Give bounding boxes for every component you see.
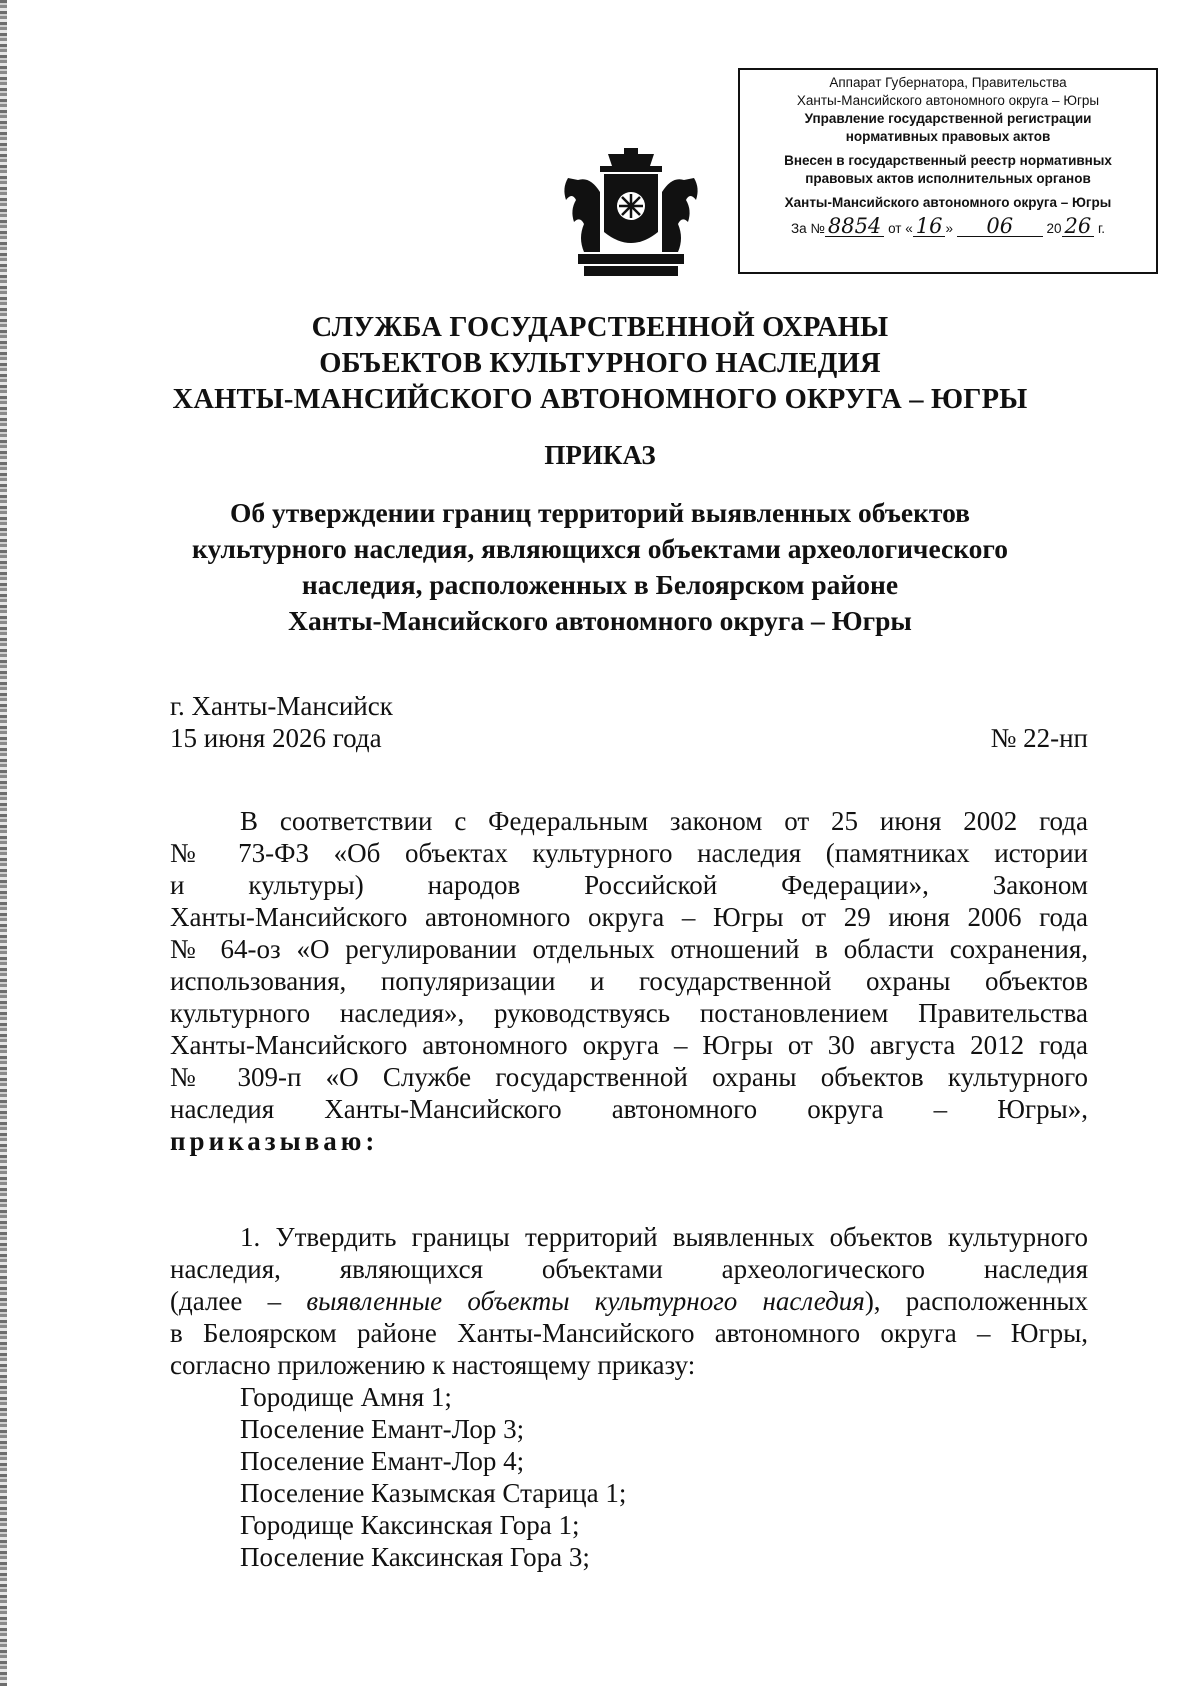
preamble-line: № 309-п «О Службе государственной охраны объектов культурного	[170, 1062, 1088, 1092]
stamp-reg-sep: »	[945, 221, 953, 236]
document-type: ПРИКАЗ	[544, 440, 656, 470]
organization-title-line: СЛУЖБА ГОСУДАРСТВЕННОЙ ОХРАНЫ	[311, 312, 889, 343]
order-word: приказываю:	[170, 1126, 379, 1156]
preamble-line: культурного наследия», руководствуясь постановлением Правительства	[170, 998, 1088, 1028]
stamp-reg-from: от «	[888, 221, 913, 236]
preamble-line: и культуры) народов Российской Федерации», Законом	[170, 870, 1088, 900]
list-item: Поселение Казымская Старица 1;	[240, 1478, 627, 1508]
organization-title	[0, 310, 1200, 418]
item-line-with-italic	[170, 1285, 1088, 1317]
stamp-registration-line	[740, 216, 1156, 238]
registration-stamp	[738, 68, 1158, 274]
stamp-line: Внесен в государственный реестр нормативных	[784, 153, 1112, 168]
document-place: г. Ханты-Мансийск	[170, 691, 393, 721]
preamble-line: № 73-ФЗ «Об объектах культурного наследия (памятниках истории	[170, 838, 1088, 868]
item-text: ), расположенных	[864, 1286, 1088, 1316]
item-line: наследия, являющихся объектами археологического наследия	[170, 1254, 1088, 1284]
document-date: 15 июня 2026 года	[170, 723, 382, 753]
stamp-line: Ханты-Мансийского автономного округа – Югры	[796, 93, 1100, 108]
stamp-line: нормативных правовых актов	[845, 129, 1051, 144]
list-item: Поселение Емант-Лор 4;	[240, 1446, 525, 1476]
stamp-line: Аппарат Губернатора, Правительства	[829, 75, 1067, 90]
item-line: согласно приложению к настоящему приказу:	[170, 1350, 696, 1380]
order-word-line	[170, 1125, 1088, 1157]
stamp-reg-year-prefix: 20	[1046, 221, 1062, 236]
list-item: Поселение Емант-Лор 3;	[240, 1414, 525, 1444]
item-line: в Белоярском районе Ханты-Мансийского автономного округа – Югры,	[170, 1318, 1088, 1348]
item-line: 1. Утвердить границы территорий выявленных объектов культурного	[240, 1222, 1088, 1252]
list-item: Городище Каксинская Гора 1;	[240, 1510, 580, 1540]
subject-line: культурного наследия, являющихся объектами археологического	[192, 533, 1008, 564]
stamp-reg-prefix: За №	[790, 221, 825, 236]
stamp-reg-month: 06	[957, 216, 1043, 237]
stamp-line: Ханты-Мансийского автономного округа – Югры	[784, 195, 1112, 210]
preamble-line: В соответствии с Федеральным законом от 25 июня 2002 года	[240, 806, 1088, 836]
subject-line: Ханты-Мансийского автономного округа – Югры	[288, 605, 912, 636]
stamp-reg-number: 8854	[825, 216, 884, 237]
subject-line: наследия, расположенных в Белоярском районе	[301, 569, 899, 600]
scan-edge	[0, 0, 7, 1686]
preamble-line: использования, популяризации и государственной охраны объектов	[170, 966, 1088, 996]
document-number: № 22-нп	[990, 723, 1088, 753]
list-item: Городище Амня 1;	[240, 1382, 452, 1412]
preamble-line: наследия Ханты-Мансийского автономного округа – Югры»,	[170, 1094, 1088, 1124]
coat-of-arms-emblem	[560, 148, 702, 280]
subject-line: Об утверждении границ территорий выявленных объектов	[229, 497, 970, 528]
organization-title-line: ХАНТЫ-МАНСИЙСКОГО АВТОНОМНОГО ОКРУГА – ЮГРЫ	[172, 384, 1028, 415]
document-meta	[170, 690, 393, 754]
item-italic-text: выявленные объекты культурного наследия	[306, 1286, 865, 1316]
organization-title-line: ОБЪЕКТОВ КУЛЬТУРНОГО НАСЛЕДИЯ	[319, 348, 881, 379]
stamp-line: правовых актов исполнительных органов	[805, 171, 1091, 186]
stamp-reg-year: 26	[1062, 216, 1095, 237]
preamble-line: Ханты-Мансийского автономного округа – Югры от 30 августа 2012 года	[170, 1030, 1088, 1060]
stamp-reg-suffix: г.	[1098, 221, 1106, 236]
preamble-line: № 64-оз «О регулировании отдельных отношений в области сохранения,	[170, 934, 1088, 964]
item-text: (далее –	[170, 1286, 282, 1316]
document-subject	[0, 495, 1200, 639]
stamp-line: Управление государственной регистрации	[804, 111, 1092, 126]
stamp-reg-day: 16	[913, 216, 946, 237]
list-item: Поселение Каксинская Гора 3;	[240, 1542, 590, 1572]
preamble-line: Ханты-Мансийского автономного округа – Югры от 29 июня 2006 года	[170, 902, 1088, 932]
